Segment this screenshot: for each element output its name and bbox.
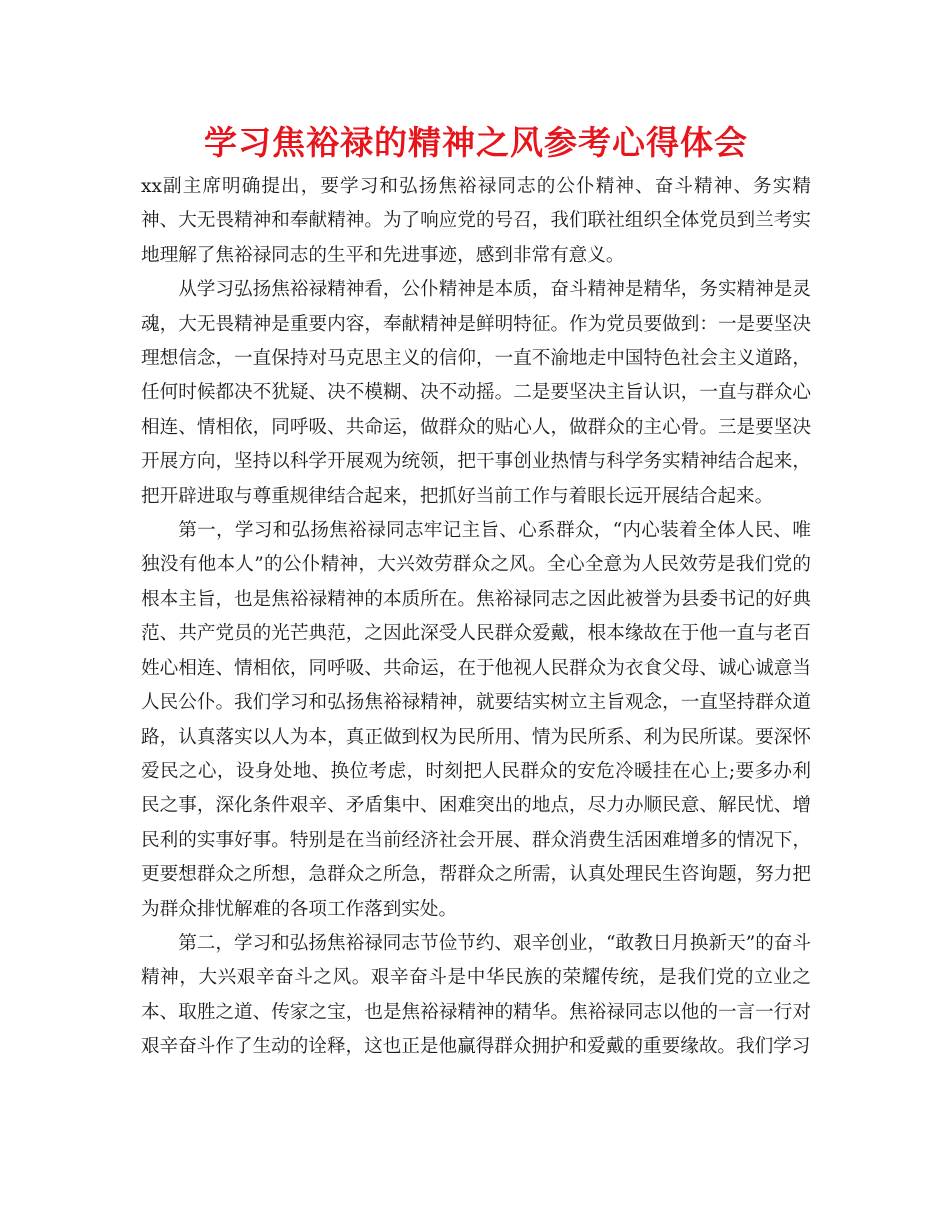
paragraph-2: 从学习弘扬焦裕禄精神看，公仆精神是本质，奋斗精神是精华，务实精神是灵魂，大无畏精神是重要内容，奉献精神是鲜明特征。作为党员要做到：一是要坚决理想信念，一直保持对马克思主义的信仰，一直不渝地走中国特色社会主义道路，任何时候都决不犹疑、决不模糊、决不动摇。二是要坚决主旨认识，一直与群众心相连、情相依，同呼吸、共命运，做群众的贴心人，做群众的主心骨。三是要坚决开展方向，坚持以科学开展观为统领，把干事创业热情与科学务实精神结合起来，把开辟进取与尊重规律结合起来，把抓好当前工作与着眼长远开展结合起来。 [141, 279, 811, 507]
document-page [141, 116, 811, 1065]
paragraph-1: xx副主席明确提出，要学习和弘扬焦裕禄同志的公仆精神、奋斗精神、务实精神、大无畏精神和奉献精神。为了响应党的号召，我们联社组织全体党员到兰考实地理解了焦裕禄同志的生平和先进事迹，感到非常有意义。 [141, 176, 811, 266]
document-title: 学习焦裕禄的精神之风参考心得体会 [204, 123, 748, 162]
paragraph-4: 第二，学习和弘扬焦裕禄同志节俭节约、艰辛创业，“敢教日月换新天”的奋斗精神，大兴艰辛奋斗之风。艰辛奋斗是中华民族的荣耀传统，是我们党的立业之本、取胜之道、传家之宝，也是焦裕禄精神的精华。焦裕禄同志以他的一言一行对艰辛奋斗作了生动的诠释，这也正是他赢得群众拥护和爱戴的重要缘故。我们学习 [141, 932, 811, 1058]
paragraph-3: 第一，学习和弘扬焦裕禄同志牢记主旨、心系群众，“内心装着全体人民、唯独没有他本人”的公仆精神，大兴效劳群众之风。全心全意为人民效劳是我们党的根本主旨，也是焦裕禄精神的本质所在。焦裕禄同志之因此被誉为县委书记的好典范、共产党员的光芒典范，之因此深受人民群众爱戴，根本缘故在于他一直与老百姓心相连、情相依，同呼吸、共命运，在于他视人民群众为衣食父母、诚心诚意当人民公仆。我们学习和弘扬焦裕禄精神，就要结实树立主旨观念，一直坚持群众道路，认真落实以人为本，真正做到权为民所用、情为民所系、利为民所谋。要深怀爱民之心，设身处地、换位考虑，时刻把人民群众的安危冷暖挂在心上;要多办利民之事，深化条件艰辛、矛盾集中、困难突出的地点，尽力办顺民意、解民忧、增民利的实事好事。特别是在当前经济社会开展、群众消费生活困难增多的情况下，更要想群众之所想，急群众之所急，帮群众之所需，认真处理民生咨询题，努力把为群众排忧解难的各项工作落到实处。 [141, 520, 811, 920]
